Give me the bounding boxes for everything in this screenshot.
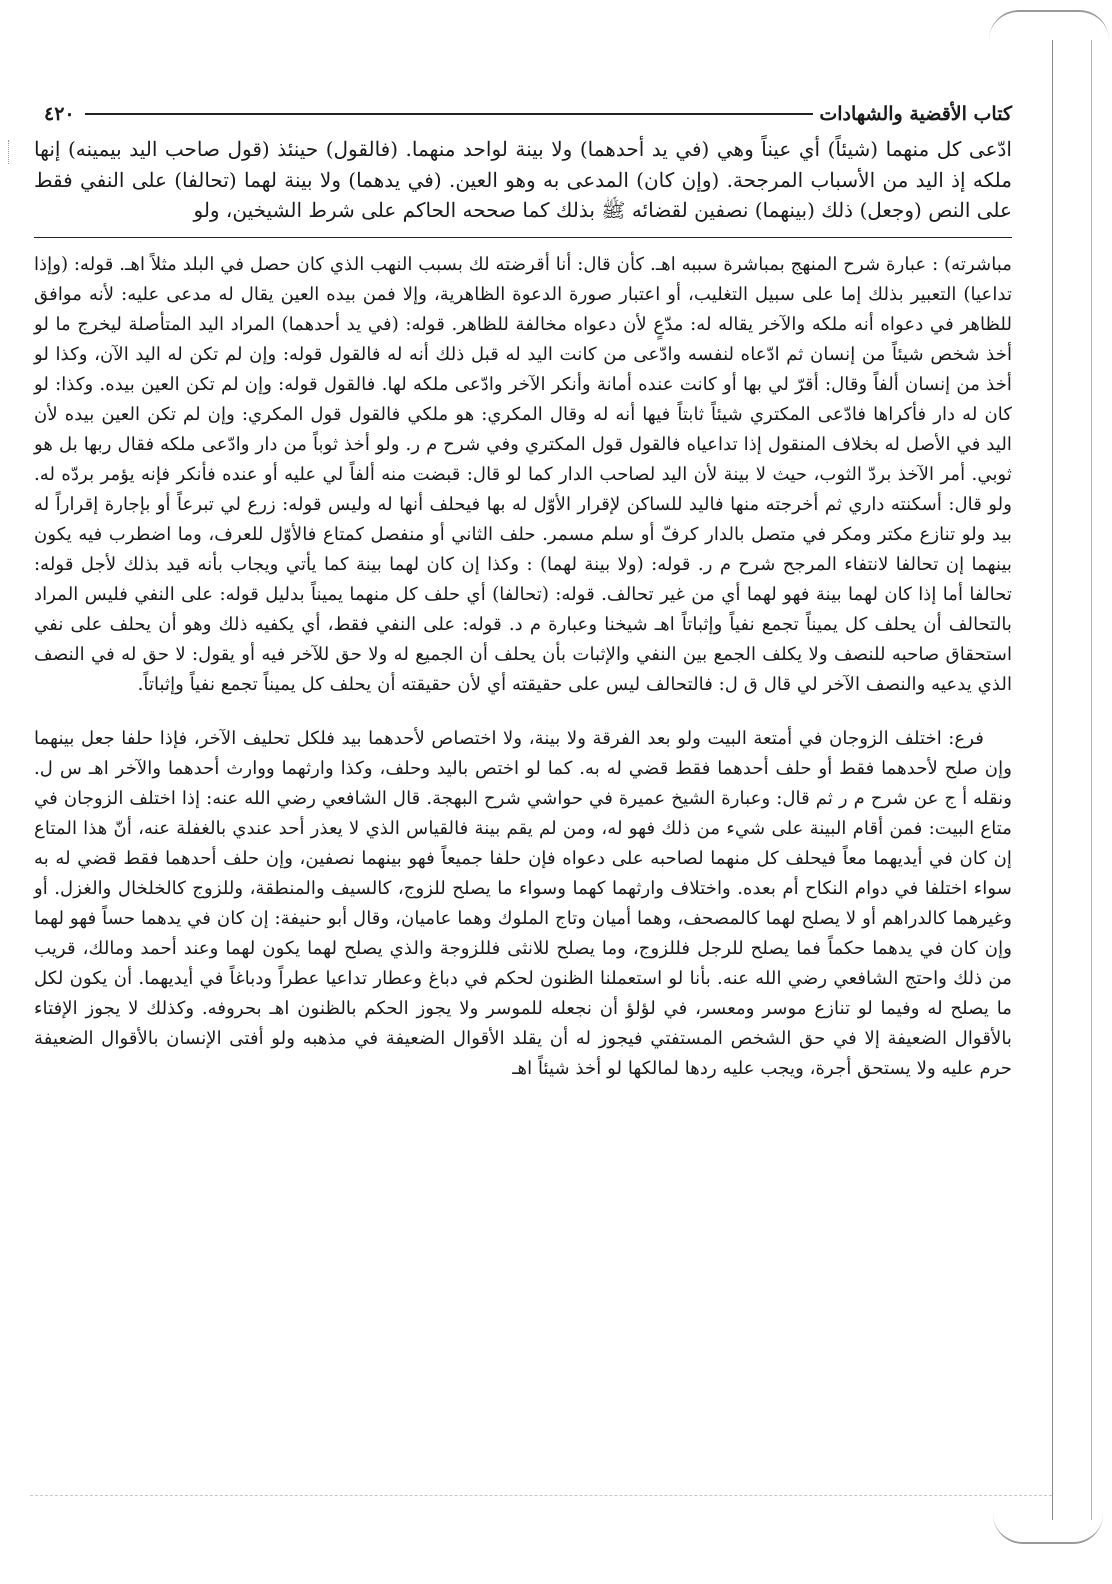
- page-number: ٤٢٠: [44, 103, 75, 125]
- running-header: [34, 98, 1012, 130]
- margin-mark: [8, 140, 15, 164]
- border-ornament-bottom: [993, 1508, 1103, 1544]
- book-title: كتاب الأقضية والشهادات: [819, 103, 1012, 125]
- main-text: ادّعى كل منهما (شيئاً) أي عيناً وهي (في يد أحدهما) ولا بينة لواحد منهما. (فالقول) حينئذ (قول صاحب اليد بيمينه) إنها ملكه إذ اليد من الأسباب المرجحة. (وإن كان) المدعى به وهو العين. (في يدهما) ولا بينة لهما (تحالفا) على النفي فقط على النص (وجعل) ذلك (بينهما) نصفين لقضائه ﷺ بذلك كما صححه الحاكم على شرط الشيخين، ولو: [34, 137, 1012, 222]
- footnote-separator: [34, 237, 1012, 238]
- book-page: [34, 98, 1012, 1478]
- bottom-border: [30, 1495, 1052, 1506]
- branch-paragraph: فرع: اختلف الزوجان في أمتعة البيت ولو بعد الفرقة ولا بينة، ولا اختصاص لأحدهما بيد فلكل تحليف الآخر، فإذا حلفا جعل بينهما وإن صلح لأحدهما فقط أو حلف أحدهما فقط قضي له به. كما لو اختص باليد وحلف، وكذا وارثهما ووارث أحدهما والآخر اهـ س ل. ونقله أ ج عن شرح م ر ثم قال: وعبارة الشيخ عميرة في حواشي شرح البهجة. قال الشافعي رضي الله عنه: إذا اختلف الزوجان في متاع البيت: فمن أقام البينة على شيء من ذلك فهو له، ومن لم يقم بينة فالقياس الذي لا يعذر أحد عندي بالغفلة عنه، أنّ هذا المتاع إن كان في أيديهما معاً فيحلف كل منهما لصاحبه على دعواه فإن حلفا جميعاً فهو بينهما نصفين، وإن حلف أحدهما فقط قضي له به سواء اختلفا في دوام النكاح أم بعده. واختلاف وارثهما كهما وسواء ما يصلح للزوج، كالسيف والمنطقة، وللزوج كالخلخال والغزل. أو وغيرهما كالدراهم أو لا يصلح لهما كالمصحف، وهما أميان وتاج الملوك وهما عاميان، وقال أبو حنيفة: إن كان في يدهما حساً فهو لهما وإن كان في يدهما حكماً فما يصلح للرجل فللزوج، وما يصلح للانثى فللزوجة والذي يصلح لهما يكون لهما وعند أحمد ومالك، قريب من ذلك واحتج الشافعي رضي الله عنه. بأنا لو استعملنا الظنون لحكم في دباغ وعطار تداعيا عطراً ودباغاً في أيديهما. أن يكون لكل ما يصلح له وفيما لو تنازع موسر ومعسر، في لؤلؤ أن نجعله للموسر ولا يجوز الحكم بالظنون اهـ بحروفه. وكذلك لا يجوز الإفتاء بالأقوال الضعيفة إلا في حق الشخص المستفتي فيجوز له أن يقلد الأقوال الضعيفة في مذهبه ولو أفتى الإنسان بالأقوال الضعيفة حرم عليه ولا يستحق أجرة، ويجب عليه ردها لمالكها لو أخذ شيئاً اهـ: [34, 727, 1012, 1079]
- border-ornament-top: [989, 10, 1109, 52]
- header-rule: [85, 113, 814, 115]
- commentary-text: مباشرته) : عبارة شرح المنهج بمباشرة سببه اهـ. كأن قال: أنا أقرضته لك بسبب النهب الذي كان حصل في البلد مثلاً اهـ. قوله: (وإذا تداعيا) التعبير بذلك إما على سبيل التغليب، أو اعتبار صورة الدعوة الظاهرية، وإلا فمن بيده العين يقال له مدعى عليه: لأنه موافق للظاهر في دعواه أنه ملكه والآخر يقاله له: مدّعٍ لأن دعواه مخالفة للظاهر. قوله: (في يد أحدهما) المراد اليد المتأصلة ليخرج ما لو أخذ شخص شيئاً من إنسان ثم ادّعاه لنفسه وادّعى من كانت اليد له قبل ذلك أنه له فالقول قوله: وإن لم تكن له اليد الآن، وكذا لو أخذ من إنسان ألفاً وقال: أقرّ لي بها أو كانت عنده أمانة وأنكر الآخر وادّعى ملكه لها. فالقول قوله: وإن لم تكن العين بيده. وكذا: لو كان له دار فأكراها فادّعى المكتري شيئاً ثابتاً فيها أنه له وقال المكري: هو ملكي فالقول قول المكري: وإن لم تكن العين بيده لأن اليد في الأصل له بخلاف المنقول إذا تداعياه فالقول قول المكتري وفي شرح م ر. ولو أخذ ثوباً من دار وادّعى ملكه فقال ربها بل هو ثوبي. أمر الآخذ بردّ الثوب، حيث لا بينة لأن اليد لصاحب الدار كما لو قال: قبضت منه ألفاً لي عليه أو عنده فأنكر فإنه يؤمر بردّه له. ولو قال: أسكنته داري ثم أخرجته منها فاليد للساكن لإقرار الأوّل له بها فيحلف أنها له وليس قوله: زرع لي تبرعاً أو بإجارة إقراراً له بيد ولو تنازع مكتر ومكر في متصل بالدار كرفّ أو سلم مسمر. حلف الثاني أو منفصل كمتاع فالأوّل للعرف، وما اضطرب فيه يكون بينهما إن تحالفا لانتفاء المرجح شرح م ر. قوله: (ولا بينة لهما) : وكذا إن كان لهما بينة كما يأتي ويجاب بأنه قيد بذلك لأجل قوله: تحالفا أما إذا كان لهما بينة فهو لهما أي من غير تحالف. قوله: (تحالفا) أي حلف كل منهما يميناً بدليل قوله: على النفي فليس المراد بالتحالف أن يحلف كل يميناً تجمع نفياً وإثباتاً اهـ شيخنا وعبارة م د. قوله: على النفي فقط، أي يكفيه ذلك وهو أن يحلف على نفي استحقاق صاحبه للنصف ولا يكلف الجمع بين النفي والإثبات بأن يحلف أن الجميع له ولا حق للآخر فيه أو يقول: لا حق له في النصف الذي يدعيه والنصف الآخر لي قال ق ل: فالتحالف ليس على حقيقته أي لأن حقيقته أن يحلف كل يميناً تجمع نفياً وإثباتاً.: [34, 253, 1013, 695]
- decorative-border: [1052, 40, 1092, 1520]
